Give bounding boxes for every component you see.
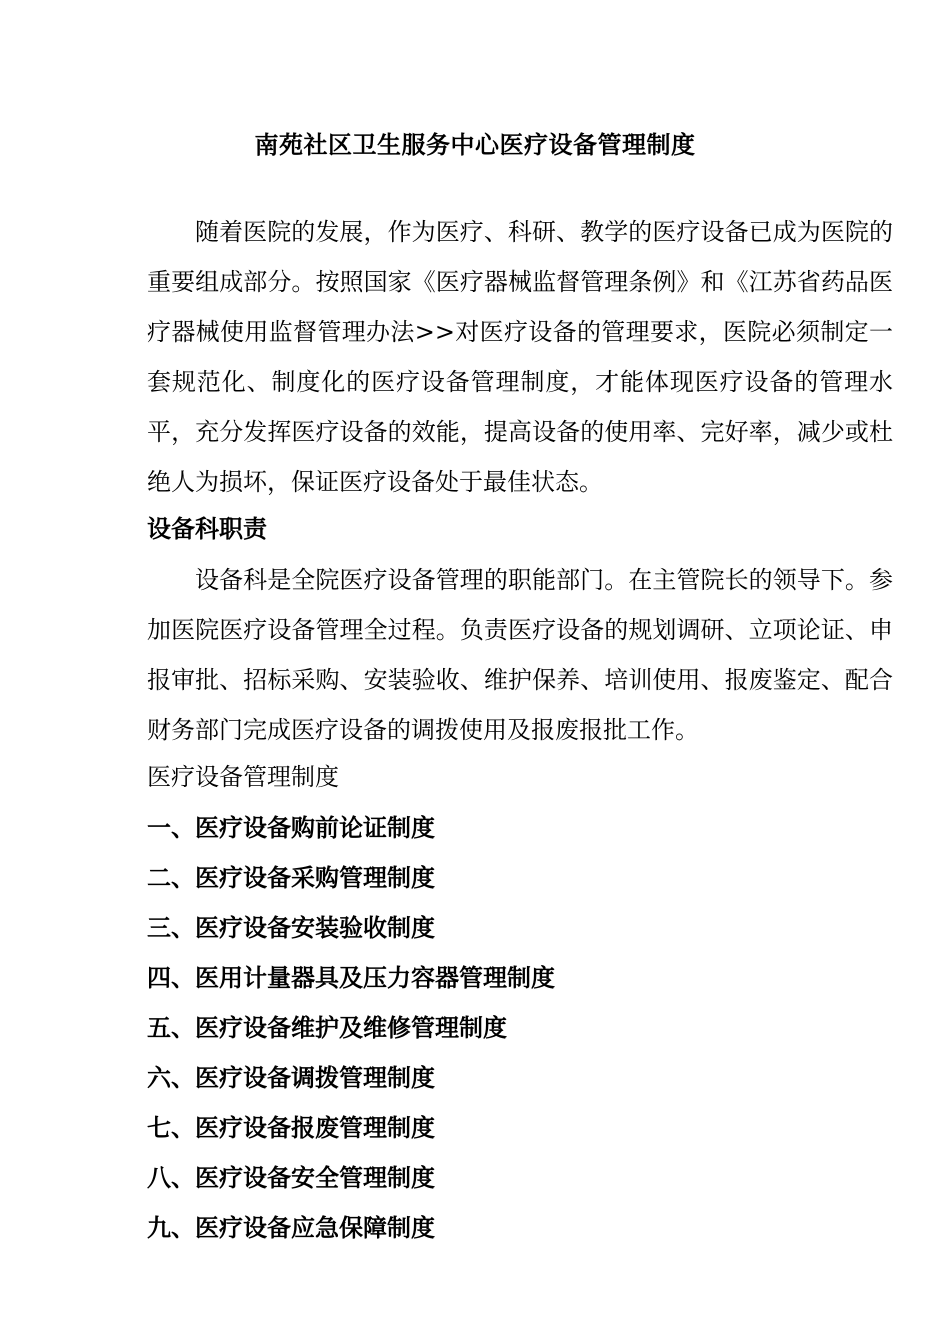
rule-item-4: 四、医用计量器具及压力容器管理制度 [147, 963, 555, 992]
rule-item-6: 六、医疗设备调拨管理制度 [147, 1063, 435, 1092]
rule-item-7: 七、医疗设备报废管理制度 [147, 1113, 435, 1142]
section-heading-equipment-duties: 设备科职责 [147, 514, 267, 543]
rule-item-1: 一、医疗设备购前论证制度 [147, 813, 435, 842]
intro-paragraph: 随着医院的发展，作为医疗、科研、教学的医疗设备已成为医院的重要组成部分。按照国家《医疗器械监督管理条例》和《江苏省药品医疗器械使用监督管理办法>>对医疗设备的管理要求，医院必须制定一套规范化、制度化的医疗设备管理制度，才能体现医疗设备的管理水平，充分发挥医疗设备的效能，提高设备的使用率、完好率，减少或杜绝人为损坏，保证医疗设备处于最佳状态。 [147, 218, 893, 496]
rule-item-3: 三、医疗设备安装验收制度 [147, 913, 435, 942]
rules-heading: 医疗设备管理制度 [147, 763, 339, 791]
rules-list [147, 803, 555, 1253]
rule-item-9: 九、医疗设备应急保障制度 [147, 1213, 435, 1242]
rule-item-5: 五、医疗设备维护及维修管理制度 [147, 1013, 507, 1042]
rule-item-2: 二、医疗设备采购管理制度 [147, 863, 435, 892]
document-title: 南苑社区卫生服务中心医疗设备管理制度 [254, 130, 696, 159]
rule-item-8: 八、医疗设备安全管理制度 [147, 1163, 435, 1192]
equipment-duties-paragraph: 设备科是全院医疗设备管理的职能部门。在主管院长的领导下。参加医院医疗设备管理全过程。负责医疗设备的规划调研、立项论证、申报审批、招标采购、安装验收、维护保养、培训使用、报废鉴定、配合财务部门完成医疗设备的调拨使用及报废报批工作。 [147, 566, 893, 744]
